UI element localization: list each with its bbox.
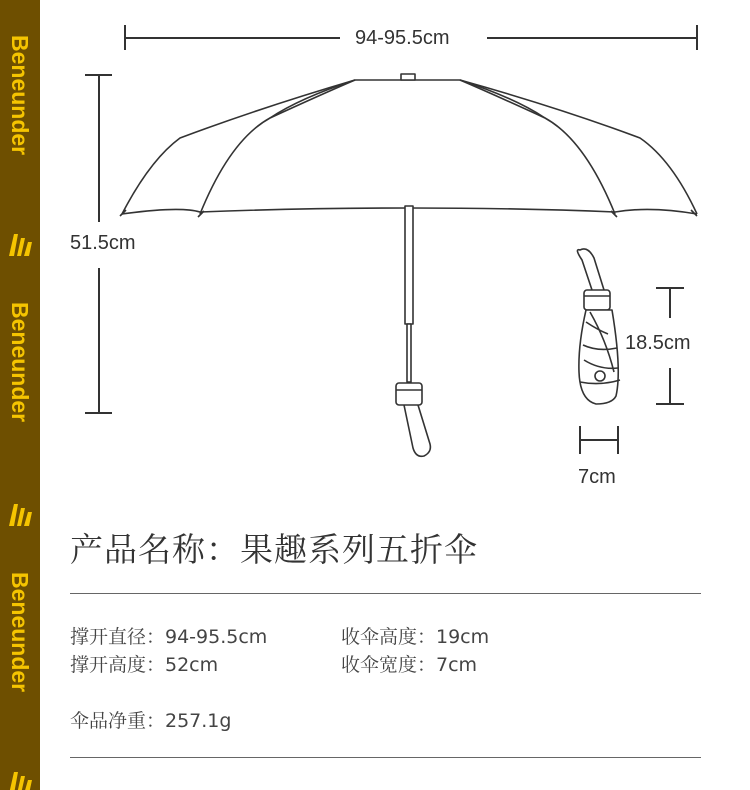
folded-width-label: 7cm [578,466,616,488]
brand-name: Beneunder [7,302,33,423]
open-width-label: 94-95.5cm [355,27,450,49]
spec-open-diameter: 撑开直径：94-95.5cm [70,626,268,648]
brand-logo-icon [6,768,34,790]
spec-folded-height: 收伞高度：19cm [341,626,490,648]
spec-folded-width: 收伞宽度：7cm [341,654,478,676]
brand-name: Beneunder [7,35,33,156]
umbrella-folded-icon [577,249,620,404]
spec-open-height: 撑开高度：52cm [70,654,219,676]
brand-name: Beneunder [7,572,33,693]
folded-length-label: 18.5cm [625,332,691,354]
divider-top [70,593,701,594]
brand-logo-icon [6,500,34,528]
spec-net-weight: 伞品净重：257.1g [70,710,232,732]
product-title: 产品名称：果趣系列五折伞 [70,530,478,569]
divider-bottom [70,757,701,758]
open-height-label: 51.5cm [70,232,136,254]
